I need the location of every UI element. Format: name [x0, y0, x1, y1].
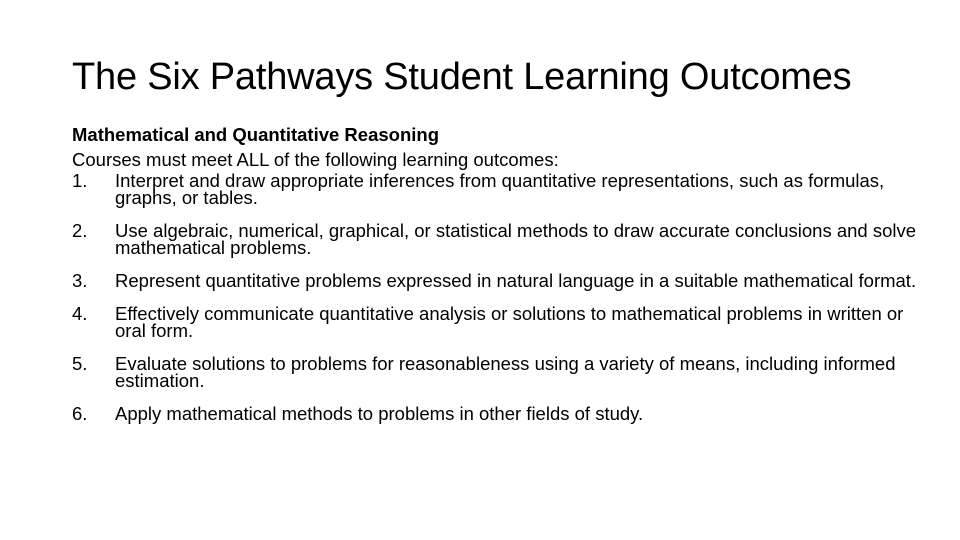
outcomes-list: [72, 172, 932, 422]
intro-text: Courses must meet ALL of the following learning outcomes:: [72, 149, 559, 170]
outcome-item: [72, 222, 932, 256]
slide-title: The Six Pathways Student Learning Outcomes: [72, 56, 852, 98]
outcome-text: Evaluate solutions to problems for reasonableness using a variety of means, including informed estimation.: [115, 353, 896, 391]
outcome-number: 3.: [72, 270, 88, 291]
outcome-item: [72, 405, 932, 422]
outcome-text: Represent quantitative problems expressed in natural language in a suitable mathematical format.: [115, 270, 917, 291]
outcome-item: [72, 305, 932, 339]
outcome-item: [72, 355, 932, 389]
outcome-text: Interpret and draw appropriate inferences from quantitative representations, such as formulas, graphs, or tables.: [115, 170, 885, 208]
outcome-number: 4.: [72, 303, 88, 324]
outcome-text: Use algebraic, numerical, graphical, or statistical methods to draw accurate conclusions and solve mathematical problems.: [115, 220, 917, 258]
section-subtitle: Mathematical and Quantitative Reasoning: [72, 124, 439, 145]
outcome-item: [72, 272, 932, 289]
slide-content: [72, 122, 932, 422]
outcome-number: 1.: [72, 170, 88, 191]
outcome-text: Apply mathematical methods to problems in other fields of study.: [115, 403, 644, 424]
outcome-item: [72, 172, 932, 206]
outcome-number: 6.: [72, 403, 88, 424]
outcome-number: 2.: [72, 220, 88, 241]
outcome-number: 5.: [72, 353, 88, 374]
outcome-text: Effectively communicate quantitative analysis or solutions to mathematical problems in written or oral form.: [115, 303, 904, 341]
